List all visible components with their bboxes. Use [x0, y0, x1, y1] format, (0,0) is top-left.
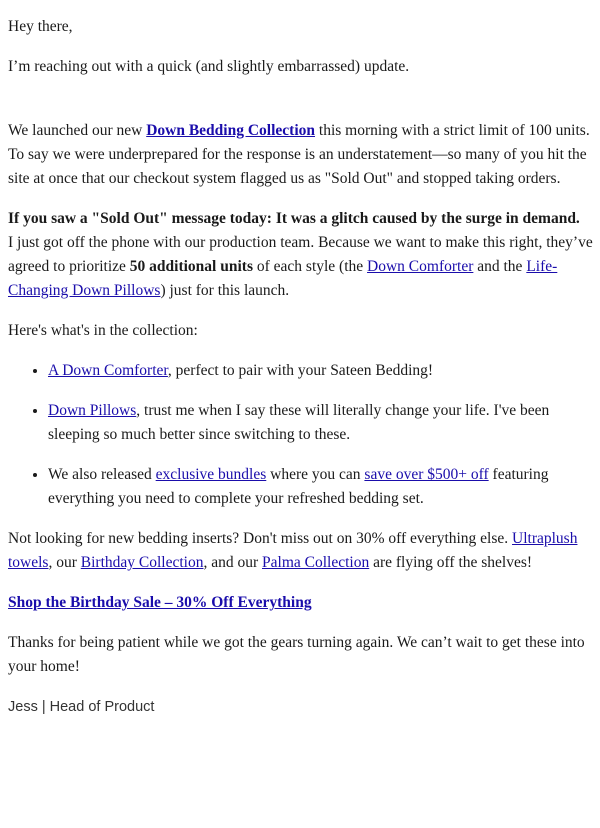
a-down-comforter-link[interactable]: A Down Comforter — [48, 362, 168, 379]
palma-collection-link[interactable]: Palma Collection — [262, 554, 370, 571]
launch-text-pre: We launched our new — [8, 122, 147, 139]
additional-units-bold: 50 additional units — [129, 258, 253, 275]
alert-text-pre: I just got off the phone with our production team. Because we want to make this right, they’ve agreed to prioritize — [8, 234, 593, 275]
list-item — [48, 463, 594, 511]
other-text-sep2: , and our — [203, 554, 263, 571]
list-item — [48, 359, 594, 383]
down-comforter-link[interactable]: Down Comforter — [367, 258, 474, 275]
down-bedding-collection-link[interactable]: Down Bedding Collection — [146, 122, 316, 139]
ultraplush-towels-link[interactable]: Ultraplush towels — [8, 530, 578, 571]
other-collections-paragraph — [8, 527, 594, 575]
exclusive-bundles-link[interactable]: exclusive bundles — [155, 466, 267, 483]
list-item — [48, 399, 594, 447]
alert-text-and: and the — [473, 258, 527, 275]
list-item-text: , trust me when I say these will literally change your life. I've been sleeping so much better since switching to these. — [48, 402, 550, 443]
email-body — [8, 15, 594, 719]
other-text-sep1: , our — [48, 554, 81, 571]
down-pillows-link[interactable]: Down Pillows — [48, 402, 137, 419]
alert-text-mid: of each style (the — [252, 258, 368, 275]
collection-list — [8, 359, 594, 511]
launch-text-post: this morning with a strict limit of 100 units. To say we were underprepared for the response is an understatement—so many of you hit the site at once that our checkout system flagged us as "Sold Out" and stopped taking orders. — [8, 122, 590, 187]
launch-paragraph — [8, 119, 594, 191]
list-item-text-pre: We also released — [48, 466, 156, 483]
thanks-paragraph: Thanks for being patient while we got the gears turning again. We can’t wait to get these into your home! — [8, 634, 585, 675]
intro-paragraph: I’m reaching out with a quick (and slightly embarrassed) update. — [8, 58, 410, 75]
greeting: Hey there, — [8, 18, 73, 35]
list-item-text-mid: where you can — [266, 466, 365, 483]
save-over-500-link[interactable]: save over $500+ off — [364, 466, 489, 483]
life-changing-down-pillows-link[interactable]: Life-Changing Down Pillows — [8, 258, 558, 299]
shop-paragraph — [8, 591, 594, 615]
birthday-collection-link[interactable]: Birthday Collection — [80, 554, 204, 571]
alert-text-post: ) just for this launch. — [160, 282, 290, 299]
list-item-text: , perfect to pair with your Sateen Bedding! — [167, 362, 434, 379]
alert-heading: If you saw a "Sold Out" message today: It was a glitch caused by the surge in demand. — [8, 210, 580, 227]
collection-intro: Here's what's in the collection: — [8, 322, 198, 339]
list-item-text-post: featuring everything you need to complete your refreshed bedding set. — [48, 466, 549, 507]
shop-birthday-sale-link[interactable]: Shop the Birthday Sale – 30% Off Everything — [8, 594, 312, 611]
other-text-post: are flying off the shelves! — [369, 554, 533, 571]
signature: Jess | Head of Product — [8, 699, 155, 715]
alert-paragraph — [8, 207, 594, 303]
other-text-pre: Not looking for new bedding inserts? Don't miss out on 30% off everything else. — [8, 530, 513, 547]
